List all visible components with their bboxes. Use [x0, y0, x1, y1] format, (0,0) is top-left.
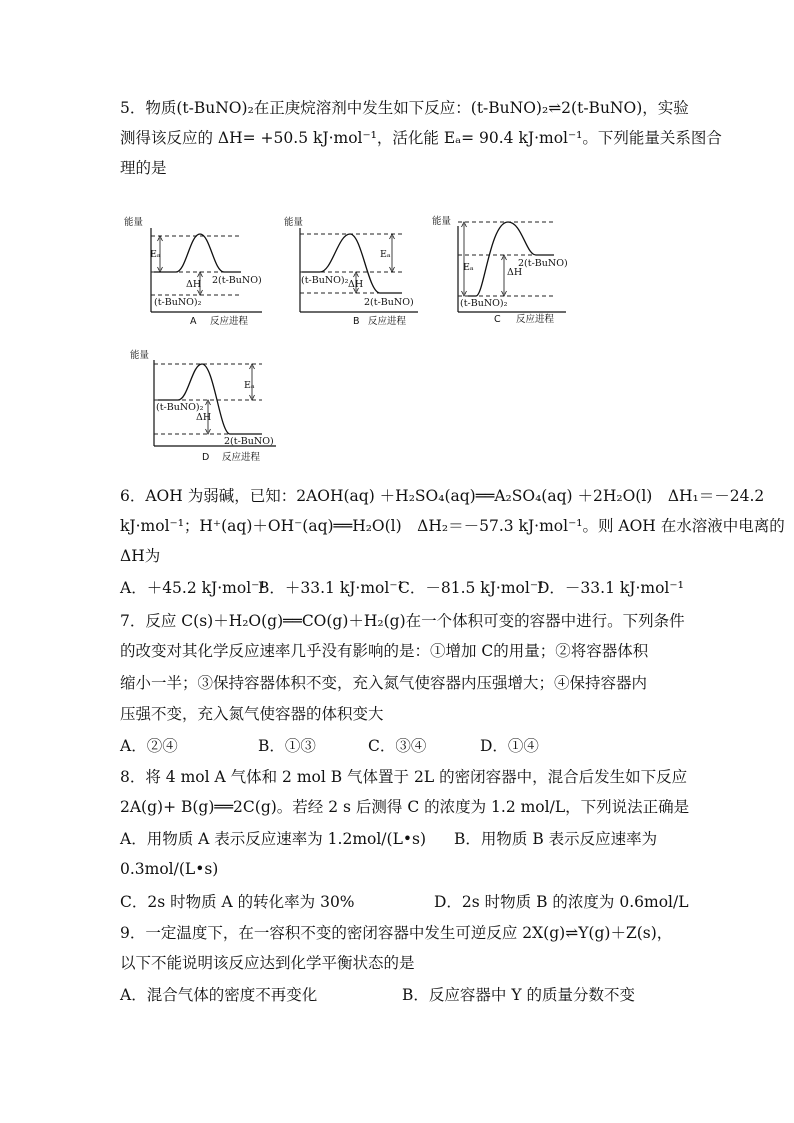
energy-diagram-c: [430, 210, 580, 330]
x-axis-label: 反应进程: [210, 316, 249, 327]
q9-line-2: 以下不能说明该反应达到化学平衡状态的是: [120, 954, 415, 972]
q6-line-2: kJ·mol⁻¹；H⁺(aq)＋OH⁻(aq)══H₂O(l) ΔH₂＝－57.3 kJ·mol⁻¹。则 AOH 在水溶液中电离的: [120, 517, 785, 535]
y-axis-label: 能量: [284, 217, 304, 228]
q7-option-d[interactable]: D．①④: [480, 737, 539, 755]
q7-option-c[interactable]: C．③④: [368, 737, 427, 755]
q8-option-b-continued: 0.3mol/(L•s): [120, 860, 219, 878]
ea-label: Eₐ: [150, 249, 161, 260]
dh-label: ΔH: [348, 279, 364, 290]
reactant-label: (t-BuNO)₂: [301, 275, 349, 286]
dh-label: ΔH: [507, 267, 523, 278]
dh-label: ΔH: [196, 412, 212, 423]
y-axis-label: 能量: [432, 216, 452, 227]
option-letter: B: [353, 316, 360, 327]
option-letter: D: [202, 452, 210, 463]
y-axis-label: 能量: [124, 217, 144, 228]
reactant-label: (t-BuNO)₂: [460, 298, 508, 309]
y-axis-label: 能量: [130, 350, 150, 361]
product-label: 2(t-BuNO): [212, 275, 262, 286]
q7-line-4: 压强不变，充入氮气使容器的体积变大: [120, 705, 384, 723]
reactant-label: (t-BuNO)₂: [154, 297, 202, 308]
q8-option-d[interactable]: D．2s 时物质 B 的浓度为 0.6mol/L: [434, 893, 689, 911]
energy-diagram-a: [120, 212, 270, 330]
q6-option-b[interactable]: B．＋33.1 kJ·mol⁻¹: [258, 579, 404, 597]
product-label: 2(t-BuNO): [518, 258, 568, 269]
q9-option-a[interactable]: A．混合气体的密度不再变化: [120, 986, 318, 1004]
q5-line-1: 5．物质(t-BuNO)₂在正庚烷溶剂中发生如下反应：(t-BuNO)₂⇌2(t-BuNO)，实验: [120, 99, 689, 117]
x-axis-label: 反应进程: [222, 452, 261, 463]
q7-option-b[interactable]: B．①③: [258, 737, 316, 755]
option-letter: C: [494, 314, 501, 325]
q8-option-a[interactable]: A．用物质 A 表示反应速率为 1.2mol/(L•s): [120, 830, 427, 848]
ea-label: Eₐ: [244, 380, 255, 391]
q6-option-a[interactable]: A．＋45.2 kJ·mol⁻¹: [120, 579, 266, 597]
q8-option-c[interactable]: C．2s 时物质 A 的转化率为 30%: [120, 893, 355, 911]
q6-line-1: 6．AOH 为弱碱，已知：2AOH(aq) ＋H₂SO₄(aq)══A₂SO₄(aq) ＋2H₂O(l) ΔH₁＝－24.2: [120, 487, 765, 505]
q6-line-3: ΔH为: [120, 547, 161, 565]
q9-line-1: 9．一定温度下，在一容积不变的密闭容器中发生可逆反应 2X(g)⇌Y(g)＋Z(s)，: [120, 924, 673, 942]
energy-diagram-b: [280, 212, 430, 330]
dh-label: ΔH: [186, 279, 202, 290]
q6-option-c[interactable]: C．－81.5 kJ·mol⁻¹: [398, 579, 545, 597]
q8-option-b[interactable]: B．用物质 B 表示反应速率为: [454, 830, 658, 848]
q5-line-2: 测得该反应的 ΔH= +50.5 kJ·mol⁻¹，活化能 Eₐ= 90.4 kJ·mol⁻¹。下列能量关系图合: [120, 129, 722, 147]
ea-label: Eₐ: [463, 262, 474, 273]
q9-option-b[interactable]: B．反应容器中 Y 的质量分数不变: [402, 986, 635, 1004]
q7-option-a[interactable]: A．②④: [120, 737, 178, 755]
x-axis-label: 反应进程: [368, 316, 407, 327]
q5-line-3: 理的是: [120, 159, 167, 177]
q7-line-1: 7．反应 C(s)＋H₂O(g)══CO(g)＋H₂(g)在一个体积可变的容器中进行。下列条件: [120, 612, 685, 630]
product-label: 2(t-BuNO): [224, 436, 274, 447]
option-letter: A: [190, 316, 197, 327]
x-axis-label: 反应进程: [516, 314, 555, 325]
q8-line-1: 8．将 4 mol A 气体和 2 mol B 气体置于 2L 的密闭容器中，混合后发生如下反应: [120, 768, 688, 786]
q7-line-2: 的改变对其化学反应速率几乎没有影响的是：①增加 C的用量；②将容器体积: [120, 642, 649, 660]
reactant-label: (t-BuNO)₂: [156, 402, 204, 413]
q7-line-3: 缩小一半；③保持容器体积不变，充入氮气使容器内压强增大；④保持容器内: [120, 674, 648, 692]
energy-diagram-d: [126, 346, 286, 464]
q8-line-2: 2A(g)+ B(g)══2C(g)。若经 2 s 后测得 C 的浓度为 1.2 mol/L，下列说法正确是: [120, 798, 690, 816]
ea-label: Eₐ: [380, 249, 391, 260]
q6-option-d[interactable]: D．－33.1 kJ·mol⁻¹: [537, 579, 684, 597]
product-label: 2(t-BuNO): [364, 297, 414, 308]
